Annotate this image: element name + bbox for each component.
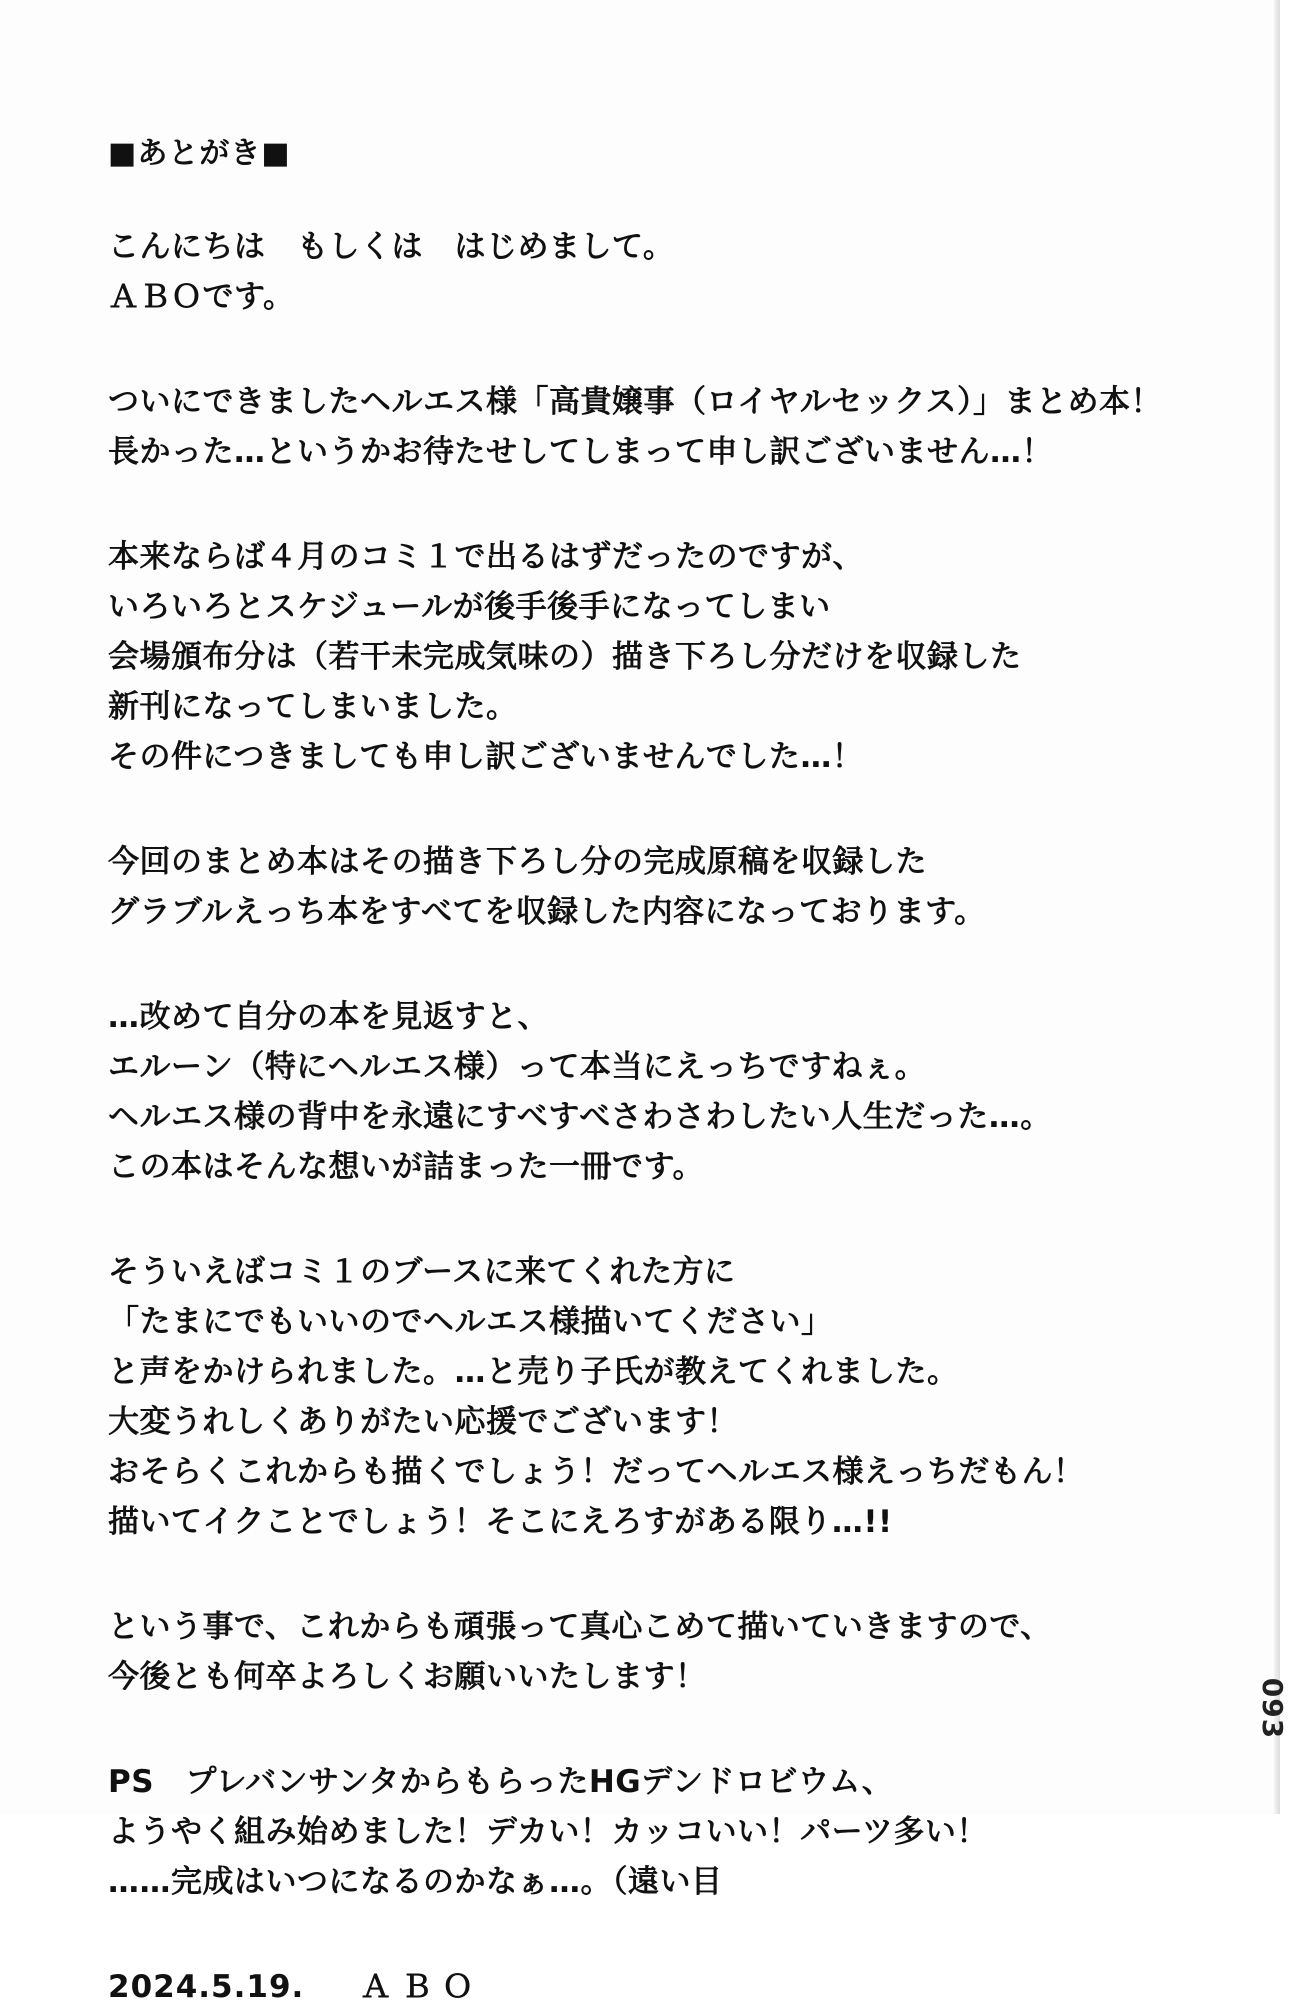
text-line: 今後とも何卒よろしくお願いいたします！ (108, 1659, 707, 1695)
text-line: 本来ならば４月のコミ１で出るはずだったのですが、 (108, 539, 864, 575)
text-line: この本はそんな想いが詰まった一冊です。 (108, 1149, 705, 1185)
text-line: ようやく組み始めました！デカい！カッコいい！パーツ多い！ (108, 1814, 988, 1850)
page-number: 093 (1256, 1677, 1289, 1740)
text-line: 長かった…というかお待たせしてしまって申し訳ございません…！ (108, 434, 1053, 470)
text-line: ヘルエス様の背中を永遠にすべすべさわさわしたい人生だった…。 (108, 1099, 1052, 1135)
text-line: という事で、これからも頑張って真心こめて描いていきますので、 (108, 1609, 1052, 1645)
text-line: グラブルえっち本をすべてを収録した内容になっております。 (108, 894, 986, 930)
text-line: 今回のまとめ本はその描き下ろし分の完成原稿を収録した (108, 844, 927, 880)
signature-author: ＡＢＯ (360, 1969, 484, 2005)
text-line: 会場頒布分は（若干未完成気味の）描き下ろし分だけを収録した (108, 639, 1022, 675)
paragraph (108, 1602, 1108, 1702)
text-line: 大変うれしくありがたい応援でございます！ (108, 1404, 738, 1440)
paragraph (108, 532, 1108, 782)
afterword-heading: ■あとがき■ (108, 136, 291, 171)
text-line: ＡＢＯです。 (108, 279, 295, 315)
paragraph (108, 222, 1108, 322)
signature-date: 2024.5.19. (108, 1969, 305, 2005)
text-line: PS プレバンサンタからもらったHGデンドロビウム、 (108, 1764, 894, 1800)
text-line: おそらくこれからも描くでしょう！だってヘルエス様えっちだもん！ (108, 1454, 1085, 1490)
text-line: 新刊になってしまいました。 (108, 689, 518, 725)
paragraph (108, 1757, 1108, 1907)
text-line: …改めて自分の本を見返すと、 (108, 999, 549, 1035)
text-line: こんにちは もしくは はじめまして。 (108, 229, 675, 265)
paragraph (108, 377, 1162, 477)
text-line: いろいろとスケジュールが後手後手になってしまい (108, 589, 831, 625)
text-line: 描いてイクことでしょう！そこにえろすがある限り…!! (108, 1504, 893, 1540)
text-line: そういえばコミ１のブースに来てくれた方に (108, 1254, 736, 1290)
text-line: エルーン（特にヘルエス様）って本当にえっちですねぇ。 (108, 1049, 927, 1085)
text-line: ついにできましたヘルエス様「高貴嬢事（ロイヤルセックス）」まとめ本！ (108, 384, 1162, 420)
text-line: 「たまにでもいいのでヘルエス様描いてください」 (108, 1304, 833, 1340)
text-line: その件につきましても申し訳ございませんでした…！ (108, 739, 864, 775)
text-line: と声をかけられました。…と売り子氏が教えてくれました。 (108, 1354, 959, 1390)
afterword-body (108, 222, 1162, 1907)
text-line: ……完成はいつになるのかなぁ…。（遠い目 (108, 1864, 723, 1900)
paragraph (108, 1247, 1108, 1547)
signature (108, 1962, 1108, 2012)
afterword-text-block (108, 134, 1162, 2012)
paragraph (108, 837, 1108, 937)
page-edge-shadow (1274, 0, 1280, 1814)
paragraph (108, 992, 1108, 1192)
